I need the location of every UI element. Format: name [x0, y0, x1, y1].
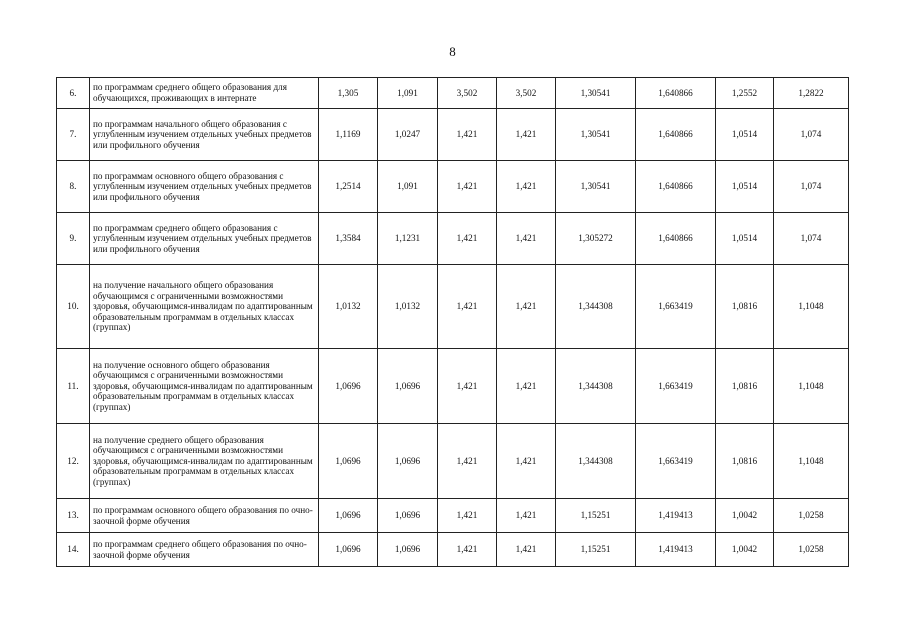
coefficient-cell: 1,30541	[556, 161, 636, 213]
coefficient-cell: 1,0514	[716, 109, 774, 161]
coefficient-cell: 1,0696	[378, 349, 438, 424]
table-row	[57, 78, 849, 109]
coefficient-cell: 1,2552	[716, 78, 774, 109]
table-row	[57, 265, 849, 349]
row-description: на получение начального общего образования обучающимся с ограниченными возможностями здоровья, обучающимся-инвалидам по адаптированным образовательным программам в отдельных классах (группах)	[90, 265, 319, 349]
coefficient-cell: 1,3584	[319, 213, 378, 265]
coefficient-cell: 3,502	[438, 78, 497, 109]
coefficient-cell: 1,074	[774, 161, 849, 213]
coefficient-cell: 1,421	[497, 424, 556, 499]
coefficient-cell: 1,0696	[378, 533, 438, 567]
row-number: 6.	[57, 78, 90, 109]
page-number: 8	[449, 44, 456, 59]
coefficient-cell: 1,1231	[378, 213, 438, 265]
coefficient-cell: 1,0696	[378, 424, 438, 499]
coefficient-cell: 1,344308	[556, 424, 636, 499]
coefficient-cell: 1,091	[378, 78, 438, 109]
table-row	[57, 499, 849, 533]
coefficient-cell: 1,640866	[636, 78, 716, 109]
coefficient-cell: 1,0816	[716, 349, 774, 424]
coefficients-table	[56, 77, 849, 567]
coefficient-cell: 1,421	[438, 265, 497, 349]
coefficient-cell: 1,663419	[636, 349, 716, 424]
coefficient-cell: 1,0696	[319, 424, 378, 499]
row-number: 13.	[57, 499, 90, 533]
row-number: 11.	[57, 349, 90, 424]
coefficient-cell: 1,1048	[774, 265, 849, 349]
coefficient-cell: 1,0514	[716, 213, 774, 265]
coefficient-cell: 1,30541	[556, 78, 636, 109]
row-description: по программам основного общего образования с углубленным изучением отдельных учебных предметов или профильного обучения	[90, 161, 319, 213]
coefficient-cell: 1,0696	[378, 499, 438, 533]
row-number: 10.	[57, 265, 90, 349]
coefficient-cell: 1,640866	[636, 161, 716, 213]
table-body	[57, 78, 849, 567]
row-description: по программам среднего общего образования для обучающихся, проживающих в интернате	[90, 78, 319, 109]
coefficient-cell: 1,0514	[716, 161, 774, 213]
row-number: 12.	[57, 424, 90, 499]
coefficient-cell: 1,421	[438, 213, 497, 265]
coefficient-cell: 1,2822	[774, 78, 849, 109]
coefficient-cell: 1,0042	[716, 499, 774, 533]
coefficient-cell: 1,0816	[716, 265, 774, 349]
coefficient-cell: 1,421	[438, 533, 497, 567]
coefficient-cell: 1,0258	[774, 499, 849, 533]
coefficient-cell: 1,0696	[319, 499, 378, 533]
coefficient-cell: 1,1169	[319, 109, 378, 161]
coefficient-cell: 1,15251	[556, 499, 636, 533]
row-description: по программам среднего общего образования с углубленным изучением отдельных учебных предметов или профильного обучения	[90, 213, 319, 265]
coefficient-cell: 1,0247	[378, 109, 438, 161]
table-row	[57, 424, 849, 499]
row-number: 9.	[57, 213, 90, 265]
row-description: по программам основного общего образования по очно-заочной форме обучения	[90, 499, 319, 533]
table-row	[57, 109, 849, 161]
coefficient-cell: 1,0132	[319, 265, 378, 349]
coefficient-cell: 1,421	[497, 213, 556, 265]
coefficient-cell: 1,0042	[716, 533, 774, 567]
row-number: 14.	[57, 533, 90, 567]
coefficient-cell: 1,421	[438, 499, 497, 533]
coefficient-cell: 1,0816	[716, 424, 774, 499]
coefficient-cell: 1,2514	[319, 161, 378, 213]
row-description: на получение основного общего образования обучающимся с ограниченными возможностями здоровья, обучающимся-инвалидам по адаптированным образовательным программам в отдельных классах (группах)	[90, 349, 319, 424]
coefficient-cell: 1,421	[497, 499, 556, 533]
coefficient-cell: 1,640866	[636, 213, 716, 265]
table-row	[57, 349, 849, 424]
coefficient-cell: 1,0258	[774, 533, 849, 567]
table-row	[57, 533, 849, 567]
coefficient-cell: 1,640866	[636, 109, 716, 161]
coefficient-cell: 1,421	[438, 349, 497, 424]
coefficient-cell: 1,421	[438, 424, 497, 499]
table-row	[57, 213, 849, 265]
coefficient-cell: 1,421	[497, 161, 556, 213]
coefficient-cell: 1,421	[438, 109, 497, 161]
coefficient-cell: 1,663419	[636, 265, 716, 349]
coefficient-cell: 1,074	[774, 213, 849, 265]
coefficient-cell: 1,0696	[319, 349, 378, 424]
coefficient-cell: 1,663419	[636, 424, 716, 499]
coefficient-cell: 1,15251	[556, 533, 636, 567]
coefficient-cell: 1,30541	[556, 109, 636, 161]
coefficient-cell: 3,502	[497, 78, 556, 109]
coefficient-cell: 1,0696	[319, 533, 378, 567]
coefficient-cell: 1,421	[497, 265, 556, 349]
coefficient-cell: 1,344308	[556, 265, 636, 349]
coefficient-cell: 1,305272	[556, 213, 636, 265]
row-description: по программам среднего общего образования по очно-заочной форме обучения	[90, 533, 319, 567]
coefficient-cell: 1,091	[378, 161, 438, 213]
coefficient-cell: 1,074	[774, 109, 849, 161]
coefficient-cell: 1,0132	[378, 265, 438, 349]
coefficient-cell: 1,419413	[636, 499, 716, 533]
coefficient-cell: 1,421	[438, 161, 497, 213]
coefficient-cell: 1,344308	[556, 349, 636, 424]
row-description: по программам начального общего образования с углубленным изучением отдельных учебных предметов или профильного обучения	[90, 109, 319, 161]
row-number: 7.	[57, 109, 90, 161]
row-description: на получение среднего общего образования обучающимся с ограниченными возможностями здоровья, обучающимся-инвалидам по адаптированным образовательным программам в отдельных классах (группах)	[90, 424, 319, 499]
table-row	[57, 161, 849, 213]
coefficient-cell: 1,305	[319, 78, 378, 109]
coefficient-cell: 1,1048	[774, 424, 849, 499]
row-number: 8.	[57, 161, 90, 213]
coefficient-cell: 1,421	[497, 533, 556, 567]
coefficient-cell: 1,421	[497, 109, 556, 161]
coefficient-cell: 1,1048	[774, 349, 849, 424]
coefficient-cell: 1,419413	[636, 533, 716, 567]
coefficient-cell: 1,421	[497, 349, 556, 424]
